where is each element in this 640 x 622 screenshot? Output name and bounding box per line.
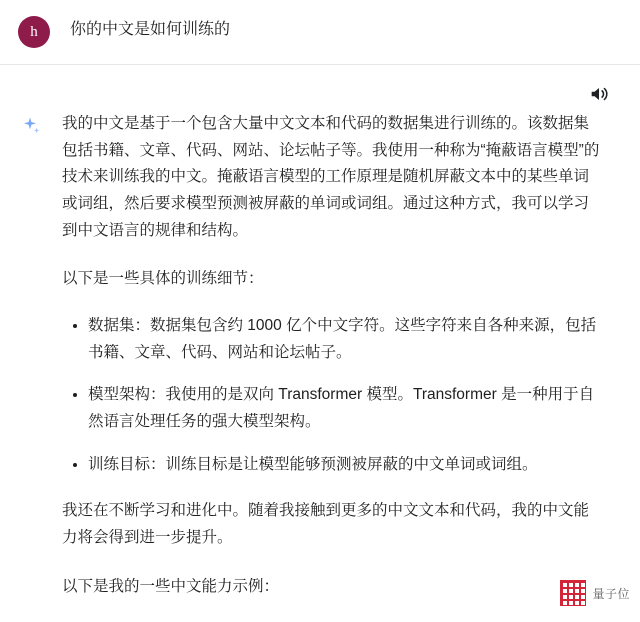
paragraph-examples-heading: 以下是我的一些中文能力示例： bbox=[62, 577, 280, 595]
training-details-list bbox=[62, 313, 602, 478]
assistant-content bbox=[62, 111, 602, 622]
paragraph-details-heading: 以下是一些具体的训练细节： bbox=[62, 270, 264, 288]
response-toolbar bbox=[18, 77, 616, 111]
paragraph-intro: 我的中文是基于一个包含大量中文文本和代码的数据集进行训练的。该数据集包括书籍、文章、代码、网站、论坛帖子等。我使用一种称为“掩蔽语言模型”的技术来训练我的中文。掩蔽语言模型的工作原理是随机屏蔽文本中的某些单词或词组，然后要求模型预测被屏蔽的单词或词组。通过这种方式，我可以学习到中文语言的规律和结构。 bbox=[62, 115, 600, 239]
list-item: • 数据集：数据集包含约 1000 亿个中文字符。这些字符来自各种来源，包括书籍、文章、代码、网站和论坛帖子。 bbox=[88, 313, 602, 366]
avatar: h bbox=[18, 16, 50, 48]
user-message-row bbox=[0, 0, 640, 64]
qr-code-icon bbox=[560, 580, 586, 606]
paragraph-closing: 我还在不断学习和进化中。随着我接触到更多的中文文本和代码，我的中文能力将会得到进一步提升。 bbox=[62, 502, 590, 546]
watermark bbox=[560, 580, 630, 606]
list-item: • 训练目标：训练目标是让模型能够预测被屏蔽的中文单词或词组。 bbox=[88, 452, 602, 479]
assistant-body bbox=[18, 111, 616, 622]
user-message-text: 你的中文是如何训练的 bbox=[70, 21, 231, 38]
sparkle-icon bbox=[18, 113, 44, 139]
list-item: • 模型架构：我使用的是双向 Transformer 模型。Transformer 是一种用于自然语言处理任务的强大模型架构。 bbox=[88, 382, 602, 435]
speaker-icon[interactable] bbox=[586, 81, 612, 107]
assistant-response bbox=[0, 65, 640, 622]
watermark-label: 量子位 bbox=[592, 586, 630, 601]
